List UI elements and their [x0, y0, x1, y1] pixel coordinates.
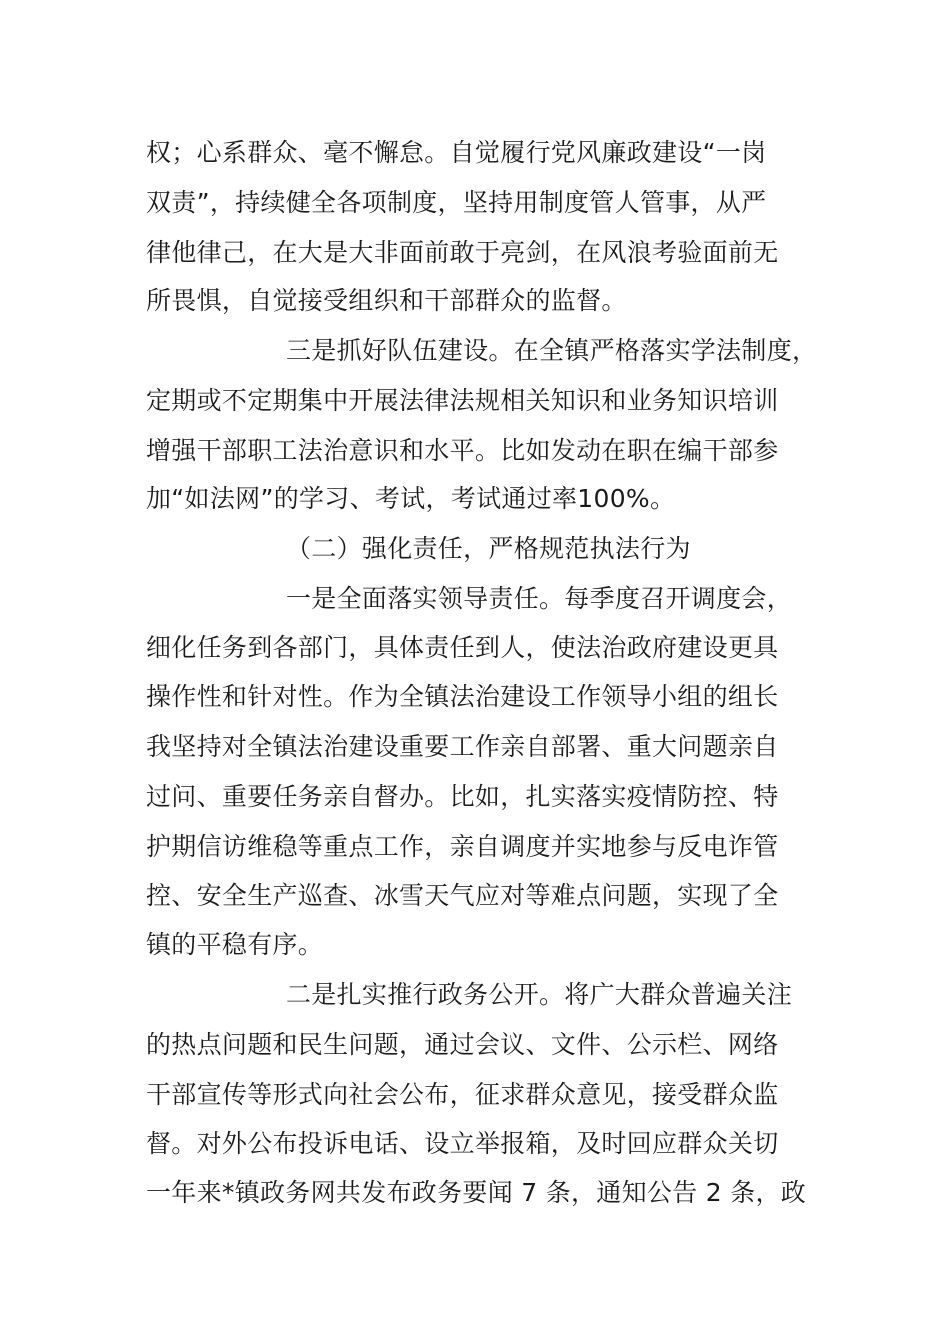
text-line: 操作性和针对性。作为全镇法治建设工作领导小组的组长 [146, 682, 779, 711]
text-line: 镇的平稳有序。 [146, 930, 324, 959]
text-line: 护期信访维稳等重点工作，亲自调度并实地参与反电诈管 [146, 832, 779, 861]
text-line: 过问、重要任务亲自督办。比如，扎实落实疫情防控、特 [146, 782, 779, 811]
text-line: 定期或不定期集中开展法律法规相关知识和业务知识培训 [146, 386, 779, 415]
text-line: 的热点问题和民生问题，通过会议、文件、公示栏、网络 [146, 1030, 779, 1059]
text-line: 干部宣传等形式向社会公布，征求群众意见，接受群众监 [146, 1080, 779, 1109]
text-line: 一年来*镇政务网共发布政务要闻 7 条，通知公告 2 条，政 [146, 1178, 807, 1207]
text-line: 增强干部职工法治意识和水平。比如发动在职在编干部参 [146, 436, 779, 465]
text-line: 督。对外公布投诉电话、设立举报箱，及时回应群众关切 [146, 1129, 779, 1158]
text-line: 所畏惧，自觉接受组织和干部群众的监督。 [146, 286, 627, 315]
text-line: 权；心系群众、毫不懈怠。自觉履行党风廉政建设“一岗 [146, 138, 767, 167]
paragraph-first-line: 二是扎实推行政务公开。将广大群众普遍关注 [286, 980, 793, 1009]
text-line: 律他律己，在大是大非面前敢于亮剑，在风浪考验面前无 [146, 238, 779, 267]
text-line: 加“如法网”的学习、考试，考试通过率100%。 [146, 484, 676, 513]
paragraph-first-line: 一是全面落实领导责任。每季度召开调度会， [286, 584, 793, 613]
paragraph-first-line: 三是抓好队伍建设。在全镇严格落实学法制度， [286, 336, 818, 365]
section-heading: （二）强化责任，严格规范执法行为 [286, 534, 691, 563]
text-line: 我坚持对全镇法治建设重要工作亲自部署、重大问题亲自 [146, 732, 779, 761]
text-line: 控、安全生产巡查、冰雪天气应对等难点问题，实现了全 [146, 881, 779, 910]
text-line: 双责”，持续健全各项制度，坚持用制度管人管事，从严 [146, 188, 767, 217]
text-line: 细化任务到各部门，具体责任到人，使法治政府建设更具 [146, 633, 779, 662]
